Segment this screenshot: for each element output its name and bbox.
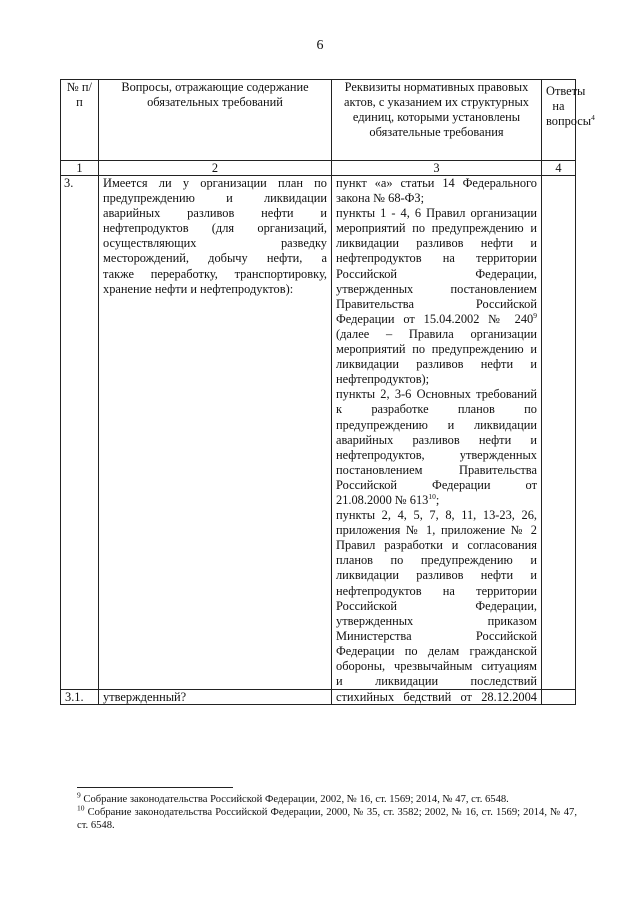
footnote-mark: 10 xyxy=(77,803,85,813)
requisites-line: Правительства Российской xyxy=(336,296,537,311)
requisites-line xyxy=(336,493,537,508)
answer-cell[interactable] xyxy=(542,690,576,705)
question-line: хранение нефти и нефтепродуктов): xyxy=(103,281,294,296)
requisites-line: предупреждению и ликвидации xyxy=(336,417,537,432)
table-row xyxy=(61,176,576,690)
question-line: Имеется ли у организации план по xyxy=(103,176,327,190)
column-number: 3 xyxy=(332,161,542,176)
requisites-line: Федерации по делам гражданской xyxy=(336,643,537,658)
requisites-text: ; xyxy=(435,492,440,507)
requisites-text: Федерации от 15.04.2002 № 240 xyxy=(336,311,534,326)
table-header-row xyxy=(61,80,576,161)
footnote-text: Собрание законодательства Российской Федерации, 2002, № 16, ст. 1569; 2014, № 47, ст. 6548. xyxy=(83,794,509,805)
requisites-line: нефтепродуктов на территории xyxy=(336,583,537,598)
question-cell: утвержденный? xyxy=(99,690,332,705)
requisites-line: Российской Федерации от xyxy=(336,477,537,492)
footnote-divider xyxy=(77,787,233,788)
requisites-text: 21.08.2000 № 613 xyxy=(336,492,429,507)
question-cell xyxy=(99,176,332,690)
requisites-line: к разработке планов по xyxy=(336,402,537,417)
requisites-line: пункты 1 - 4, 6 Правил организации xyxy=(336,206,537,221)
page-number: 6 xyxy=(316,38,324,53)
table-row xyxy=(61,690,576,705)
requisites-line: и ликвидации последствий xyxy=(336,674,537,689)
requisites-line: планов по предупреждению и xyxy=(336,553,537,568)
requisites-line: нефтепродуктов); xyxy=(336,372,430,387)
requisites-line: Министерства Российской xyxy=(336,628,537,643)
requisites-line: обороны, чрезвычайным ситуациям xyxy=(336,659,537,673)
requisites-line: утвержденных приказом xyxy=(336,613,537,628)
header-answers xyxy=(542,80,595,161)
question-line: предупреждению и ликвидации xyxy=(103,191,327,206)
requisites-line: стихийных бедствий от 28.12.2004 xyxy=(336,690,537,705)
column-numbers-row xyxy=(61,161,576,176)
column-number: 2 xyxy=(99,161,332,176)
requirements-table xyxy=(60,79,595,705)
requisites-line: нефтепродуктов, утвержденных xyxy=(336,447,537,462)
requisites-line: Российской Федерации, xyxy=(336,598,537,613)
requisites-cell xyxy=(332,690,542,705)
footnote-ref-10: 10 xyxy=(428,491,436,501)
footnote-ref-4: 4 xyxy=(591,113,595,123)
requisites-cell xyxy=(332,176,542,690)
footnote xyxy=(77,803,577,832)
requisites-line: утвержденных постановлением xyxy=(336,281,537,296)
requisites-line: ликвидации разливов нефти и xyxy=(336,568,537,583)
requisites-line: пункты 2, 3-6 Основных требований xyxy=(336,387,537,402)
requisites-line: пункт «а» статьи 14 Федерального xyxy=(336,176,537,190)
footnote xyxy=(77,790,577,806)
answer-cell[interactable] xyxy=(542,176,576,690)
requisites-line: ликвидации разливов нефти и xyxy=(336,357,537,372)
requisites-line: приложения № 1, приложение № 2 xyxy=(336,523,537,538)
requisites-line: нефтепродуктов на территории xyxy=(336,251,537,266)
footnote-mark: 9 xyxy=(77,790,81,800)
requisites-line: мероприятий по предупреждению и xyxy=(336,342,537,357)
header-questions: Вопросы, отражающие содержание обязательных требований xyxy=(99,80,332,161)
requisites-line: постановлением Правительства xyxy=(336,462,537,477)
question-line: месторождений, добычу нефти, а xyxy=(103,251,327,266)
requisites-line: Правил разработки и согласования xyxy=(336,538,537,553)
requisites-line xyxy=(336,312,537,327)
header-answers-label: Ответы на вопросы xyxy=(546,84,592,129)
footnotes xyxy=(77,790,577,832)
header-number: № п/п xyxy=(61,80,99,161)
row-number: 3.1. xyxy=(61,690,99,705)
column-number: 4 xyxy=(542,161,576,176)
requisites-line: закона № 68-ФЗ; xyxy=(336,191,425,206)
footnote-text: Собрание законодательства Российской Федерации, 2000, № 35, ст. 3582; 2002, № 16, ст. 1569; 2014, № 47, ст. 6548. xyxy=(77,807,577,831)
question-line: аварийных разливов нефти и xyxy=(103,206,327,221)
row-number: 3. xyxy=(61,176,99,690)
requisites-line: (далее – Правила организации xyxy=(336,326,537,341)
requisites-line: Российской Федерации, xyxy=(336,266,537,281)
requisites-line: пункты 2, 4, 5, 7, 8, 11, 13-23, 26, xyxy=(336,508,537,523)
header-requisites: Реквизиты нормативных правовых актов, с указанием их структурных единиц, которыми установлены обязательные требования xyxy=(332,80,542,161)
question-line: осуществляющих разведку xyxy=(103,236,327,251)
requisites-line: ликвидации разливов нефти и xyxy=(336,236,537,251)
footnote-ref-9: 9 xyxy=(533,310,537,320)
question-line: нефтепродуктов (для организаций, xyxy=(103,221,327,236)
requisites-line: мероприятий по предупреждению и xyxy=(336,221,537,236)
column-number: 1 xyxy=(61,161,99,176)
question-line: также переработку, транспортировку, xyxy=(103,266,327,281)
requisites-line: аварийных разливов нефти и xyxy=(336,432,537,447)
